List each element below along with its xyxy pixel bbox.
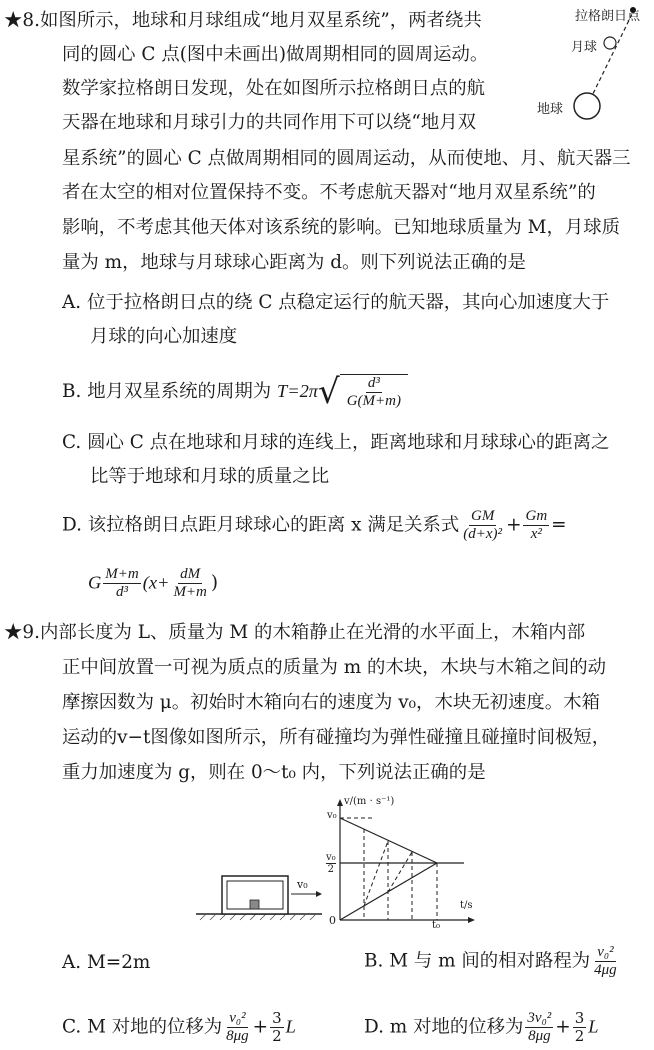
origin-label: 0 — [329, 914, 336, 927]
y-tick-half-v0: v₀ 2 — [326, 852, 336, 875]
x-tick-t0: t₀ — [432, 920, 441, 931]
q8-line-8: 量为 m，地球与月球球心距离为 d。则下列说法正确的是 — [62, 252, 526, 273]
q8-option-d-line-2: G $\frac{M+m}{\text{d³}}$ (x+ $\frac{dM}{M+m}$ ) — [88, 566, 219, 600]
q9-line-4: 运动的v−t图像如图所示，所有碰撞均为弹性碰撞且碰撞时间极短， — [62, 727, 611, 748]
q9-text-1: 内部长度为 L、质量为 M 的木箱静止在光滑的水平面上，木箱内部 — [39, 622, 586, 643]
q8-star: ★ — [4, 10, 23, 31]
dashed-guides — [364, 829, 437, 920]
q8-option-d-line-1: D. 该拉格朗日点距月球球心的距离 x 满足关系式 $\frac{GM}{\text{(d+x)²}}$ + $\frac{Gm}{\text{x²}}$ = — [62, 508, 567, 542]
q9-line-2: 正中间放置一可视为质点的质量为 m 的木块，木块与木箱之间的动 — [62, 657, 607, 678]
q8-line-1 — [4, 8, 482, 34]
earth-label: 地球 — [537, 102, 564, 117]
q8-option-d-frac-4: $\frac{dM}{M+m}$ — [173, 566, 207, 600]
q8-line-7: 影响，不考虑其他天体对该系统的影响。已知地球质量为 M，月球质 — [62, 217, 621, 238]
q9-star: ★ — [4, 622, 23, 643]
q8-option-d-frac-1: $\frac{GM}{\text{(d+x)²}}$ — [463, 508, 503, 542]
q8-option-d-frac-3: $\frac{M+m}{\text{d³}}$ — [105, 566, 139, 600]
moon-circle — [604, 37, 616, 49]
q8-line-4: 天器在地球和月球引力的共同作用下可以绕“地月双 — [62, 112, 476, 133]
box-velocity-label: v₀ — [297, 878, 308, 891]
frac-den: G(M+m) — [346, 393, 401, 409]
q9-option-b-frac: $\frac{\text{v₀²}}{4\mu g}$ — [594, 944, 617, 978]
y-axis-label: v/(m · s⁻¹) — [344, 796, 395, 807]
q8-option-d-frac-2: $\frac{Gm}{\text{x²}}$ — [525, 508, 548, 542]
q9-figure — [192, 796, 478, 932]
q8-number: 8. — [22, 10, 40, 31]
sqrt-expression: √ $\frac{\text{d³}}{G(M+m)}$ — [318, 374, 408, 410]
q9-option-b: B. M 与 m 间的相对路程为 $\frac{\text{v₀²}}{4\mu g}$ — [364, 944, 617, 978]
q9-option-a: A. M=2m — [62, 952, 151, 973]
q8-option-a-line-1: A. 位于拉格朗日点的绕 C 点稳定运行的航天器，其向心加速度大于 — [62, 292, 610, 313]
q8-line-2: 同的圆心 C 点(图中未画出)做周期相同的圆周运动。 — [62, 44, 489, 65]
frac-num: d³ — [367, 375, 380, 391]
q9-line-5: 重力加速度为 g，则在 0～t₀ 内，下列说法正确的是 — [62, 762, 486, 783]
q8-line-6: 者在太空的相对位置保持不变。不考虑航天器对“地月双星系统”的 — [62, 182, 596, 203]
q9-line-1 — [4, 620, 585, 646]
q8-option-b-period: T=2π — [276, 381, 319, 401]
q8-option-a-line-2: 月球的向心加速度 — [90, 326, 238, 347]
lagrange-point-label: 拉格朗日点 — [575, 9, 641, 24]
ground-hatch — [200, 914, 316, 920]
earth-circle — [574, 93, 600, 119]
q8-option-c-line-2: 比等于地球和月球的质量之比 — [90, 466, 330, 487]
velocity-arrowhead — [316, 891, 322, 897]
y-tick-v0: v₀ — [327, 810, 337, 821]
q8-option-b-text: B. 地月双星系统的周期为 — [62, 381, 277, 402]
q9-line-3: 摩擦因数为 μ。初始时木箱向右的速度为 v₀，木块无初速度。木箱 — [62, 692, 600, 713]
q8-option-b-fraction — [345, 375, 403, 410]
q8-text-1: 如图所示，地球和月球组成“地月双星系统”，两者绕共 — [39, 10, 482, 31]
q9-number: 9. — [22, 622, 40, 643]
q9-option-d: D. m 对地的位移为 $\frac{\text{3v₀²}}{8\mu g}$ + $\frac{3}{2}$ L — [364, 1009, 599, 1045]
moon-label: 月球 — [571, 40, 598, 55]
wooden-block — [250, 900, 259, 909]
q8-option-b — [62, 374, 408, 410]
q8-option-c-line-1: C. 圆心 C 点在地球和月球的连线上，距离地球和月球球心的距离之 — [62, 432, 610, 453]
q8-option-d-text: D. 该拉格朗日点距月球球心的距离 x 满足关系式 — [62, 514, 460, 536]
q9-option-c: C. M 对地的位移为 $\frac{\text{v₀²}}{8\mu g}$ + $\frac{3}{2}$ L — [62, 1009, 296, 1045]
q8-figure — [535, 0, 650, 130]
q8-line-3: 数学家拉格朗日发现，处在如图所示拉格朗日点的航 — [62, 78, 485, 99]
x-axis-label: t/s — [460, 900, 473, 911]
q8-line-5: 星系统”的圆心 C 点做周期相同的圆周运动，从而使地、月、航天器三 — [62, 148, 631, 169]
